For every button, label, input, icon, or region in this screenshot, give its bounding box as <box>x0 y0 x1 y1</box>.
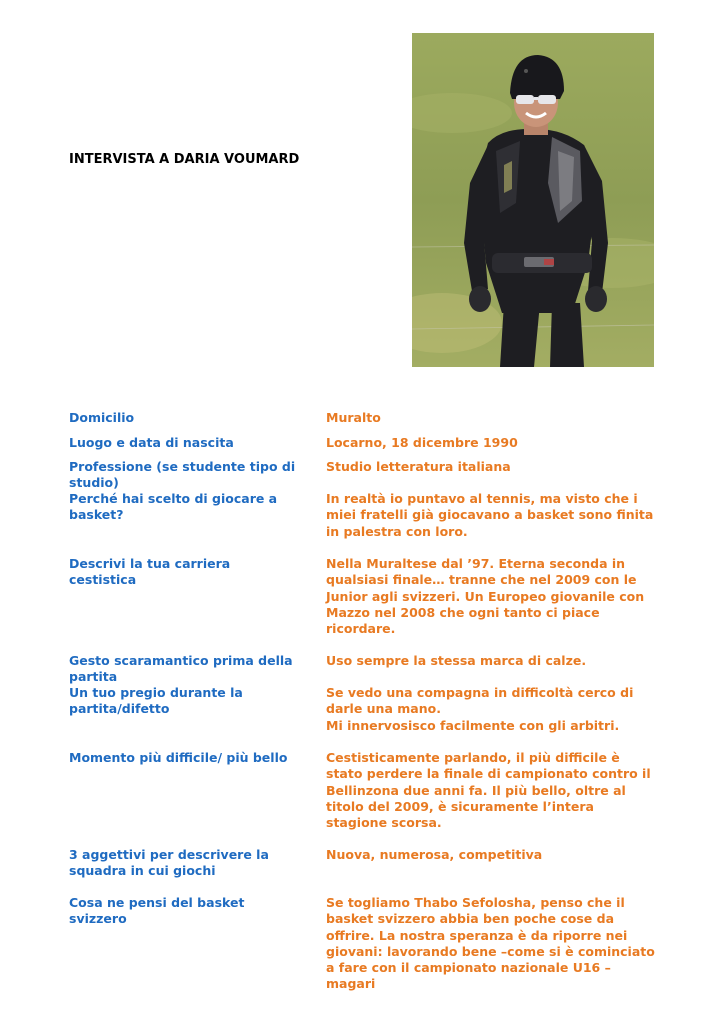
answer-line: Studio letteratura italiana <box>326 459 511 474</box>
answer <box>326 556 659 637</box>
question: Gesto scaramantico prima della partita <box>69 653 293 685</box>
answer-line: Nuova, numerosa, competitiva <box>326 847 543 862</box>
answer-line: Cestisticamente parlando, il più difficile è stato perdere la finale di campionato contro il Bellinzona due anni fa. Il più bello, oltre al titolo del 2009, è sicuramente l’intera stagione scorsa. <box>326 750 651 831</box>
question: Domicilio <box>69 410 135 425</box>
question: Professione (se studente tipo di studio) <box>69 459 296 491</box>
portrait-photo <box>412 33 654 367</box>
answer-line: Mi innervosisco facilmente con gli arbitri. <box>326 717 620 733</box>
answer-line: Se togliamo Thabo Sefolosha, penso che il basket svizzero abbia ben poche cose da offrire. La nostra speranza è da riporre nei giovani: lavorando bene –come si è cominciato a fare con il campionato nazionale U16 – magari <box>326 895 655 992</box>
answer <box>326 491 659 540</box>
question: Un tuo pregio durante la partita/difetto <box>69 685 243 717</box>
answer <box>326 895 659 993</box>
answer <box>326 435 659 451</box>
answer-line: Locarno, 18 dicembre 1990 <box>326 435 518 450</box>
answer-line: Se vedo una compagna in difficoltà cerco di darle una mano. <box>326 685 634 717</box>
answer <box>326 653 659 669</box>
page-title: INTERVISTA A DARIA VOUMARD <box>69 152 300 167</box>
answer <box>326 459 659 475</box>
question: Cosa ne pensi del basket svizzero <box>69 895 245 927</box>
question: Descrivi la tua carriera cestistica <box>69 556 231 588</box>
answer-line: Nella Muraltese dal ’97. Eterna seconda in qualsiasi finale… tranne che nel 2009 con le Junior agli svizzeri. Un Europeo giovanile con Mazzo nel 2008 che ogni tanto ci piace ricordare. <box>326 556 645 637</box>
question: Momento più difficile/ più bello <box>69 750 288 765</box>
answer-line: Muralto <box>326 410 381 425</box>
question: Luogo e data di nascita <box>69 435 234 450</box>
question: Perché hai scelto di giocare a basket? <box>69 491 278 523</box>
answer <box>326 847 659 863</box>
photo-illustration <box>412 33 654 367</box>
answer-line: In realtà io puntavo al tennis, ma visto che i miei fratelli già giocavano a basket sono finita in palestra con loro. <box>326 491 654 539</box>
answer <box>326 685 659 734</box>
answer <box>326 410 659 426</box>
question: 3 aggettivi per descrivere la squadra in cui giochi <box>69 847 269 879</box>
answer <box>326 750 659 831</box>
answer-line: Uso sempre la stessa marca di calze. <box>326 653 587 668</box>
